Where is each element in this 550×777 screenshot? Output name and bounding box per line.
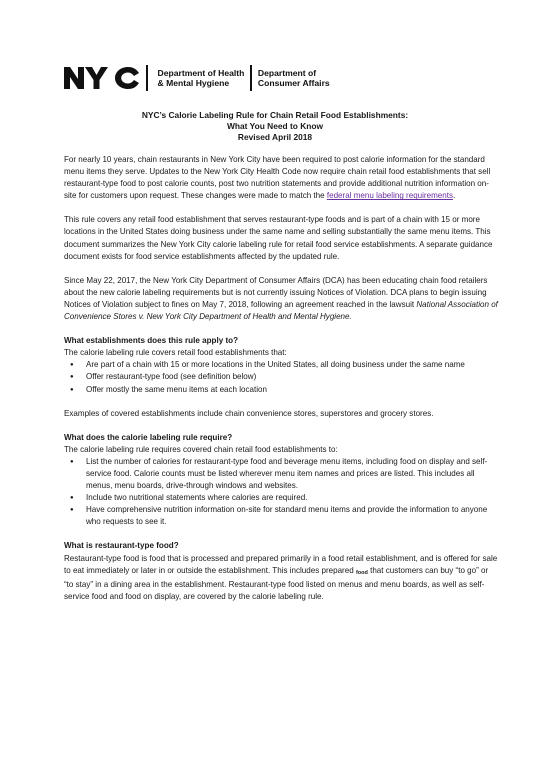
section-heading-applies: What establishments does this rule apply to? — [64, 336, 239, 346]
enforcement-text: Since May 22, 2017, the New York City Department of Consumer Affairs (DCA) has been educating chain food retailers about the new calorie labeling requirements but is not currently issuing Notices of Violation. DCA plans to begin issuing Notices of Violation subject to fines on May 7, 2018, following an agreement reached in the lawsuit — [64, 275, 488, 309]
title-line3: Revised April 2018 — [237, 132, 313, 143]
food-small-word: food — [355, 569, 368, 576]
dca-line2: Consumer Affairs — [257, 78, 330, 88]
agency-header — [64, 64, 330, 92]
section-intro: The calorie labeling rule covers retail food establishments that: — [64, 348, 287, 358]
enforcement-paragraph — [64, 275, 498, 323]
list-item: ● Are part of a chain with 15 or more locations in the United States, all doing business under the same name — [64, 359, 498, 371]
list-item: ● Offer mostly the same menu items at each location — [64, 384, 498, 396]
dca-line1: Department of — [257, 67, 317, 78]
title-line2: What You Need to Know — [227, 121, 323, 132]
requires-list — [64, 456, 498, 529]
coverage-paragraph: This rule covers any retail food establishment that serves restaurant-type foods and is part of a chain with 15 or more locations in the United States doing business under the same name and selling substantially the same menu items. This document summarizes the New York City calorie labeling rule for retail food service establishments. A separate guidance document exists for food service establishments affected by the updated rule. — [64, 215, 493, 261]
food-text-b: that customers can buy “to go” or “to stay” in a dining area in the establishment. Restaurant-type food listed on menus and menu boards, as well as self-service food and food on display, are covered by the calorie labeling rule. — [64, 565, 489, 601]
list-item: ● List the number of calories for restaurant-type food and beverage menu items, including food on display and self-service food. Calorie counts must be listed wherever menu item names and prices are listed. This includes all menus, menu boards, drive-through windows and websites. — [64, 456, 498, 492]
section-intro: The calorie labeling rule requires covered chain retail food establishments to: — [64, 444, 338, 454]
section-heading-food: What is restaurant-type food? — [64, 541, 179, 551]
title-line1: NYC’s Calorie Labeling Rule for Chain Retail Food Establishments: — [141, 110, 409, 120]
document-body — [64, 154, 498, 603]
applies-list — [64, 359, 498, 395]
divider — [146, 65, 148, 91]
lawsuit-name: National Association of Convenience Stores v. New York City Department of Health and Mental Hygiene. — [64, 299, 498, 322]
intro-text: For nearly 10 years, chain restaurants in New York City have been required to post calorie information for the standard menu items they serve. Updates to the New York City Health Code now require chain retail food establishments that sell restaurant-type food to post calorie counts, post two nutrition statements and provide additional nutrition information on-site for customers upon request. These changes were made to match the — [64, 155, 491, 201]
document-title — [60, 110, 490, 144]
doh-name — [158, 68, 245, 89]
examples-paragraph: Examples of covered establishments include chain convenience stores, superstores and grocery stores. — [64, 408, 434, 418]
dca-name — [258, 68, 330, 89]
doh-line2: & Mental Hygiene — [157, 78, 230, 88]
doh-line1: Department of Health — [157, 67, 245, 78]
nyc-logo — [64, 67, 140, 89]
intro-end: . — [453, 191, 456, 201]
list-item: ● Offer restaurant-type food (see definition below) — [64, 371, 498, 383]
federal-requirements-link[interactable]: federal menu labeling requirements — [326, 191, 454, 201]
divider — [250, 65, 252, 91]
section-heading-requires: What does the calorie labeling rule require? — [64, 432, 233, 442]
list-item: ● Have comprehensive nutrition information on-site for standard menu items and provide the information to anyone who requests to see it. — [64, 504, 498, 528]
intro-paragraph — [64, 154, 498, 202]
food-text-a: Restaurant-type food is food that is processed and prepared primarily in a food retail establishment, and is offered for sale to eat immediately or later in or outside the establishment. This includes prepared — [64, 553, 498, 575]
list-item: ● Include two nutritional statements where calories are required. — [64, 492, 498, 504]
food-definition-paragraph — [64, 553, 498, 603]
